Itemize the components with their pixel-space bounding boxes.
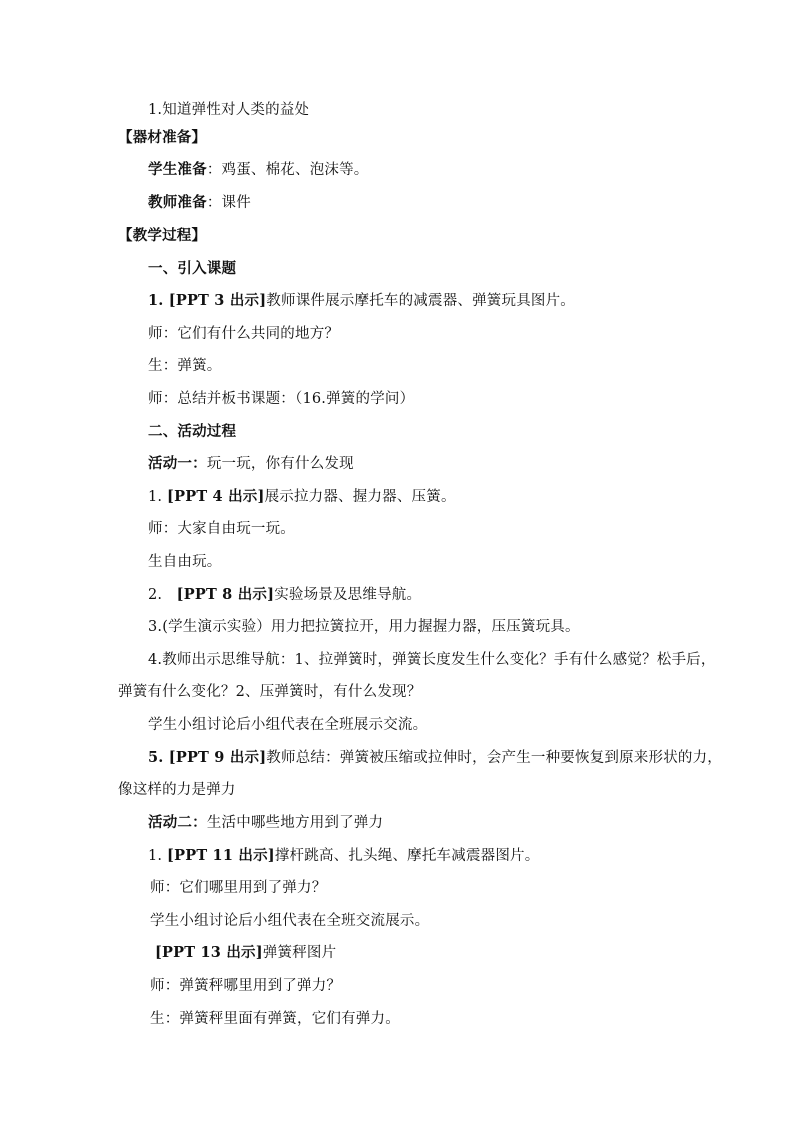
- p1-ref: 1. [PPT 3 出示]: [148, 292, 267, 309]
- a1-8-ref: 5. [PPT 9 出示]: [148, 749, 267, 766]
- p4-line: 师：总结并板书课题：（16.弹簧的学问）: [148, 391, 415, 407]
- activity2-text: 生活中哪些地方用到了弹力: [206, 815, 384, 831]
- a1-4-num: 2.: [148, 587, 177, 603]
- a1-6-line-1: 4.教师出示思维导航：1、拉弹簧时，弹簧长度发生什么变化？手有什么感觉？松手后，: [148, 652, 716, 668]
- a2-1-text: 撑杆跳高、扎头绳、摩托车减震器图片。: [274, 848, 540, 864]
- a2-4-ref: [PPT 13 出示]: [155, 944, 263, 961]
- a2-1-ref: [PPT 11 出示]: [167, 847, 275, 864]
- a1-1-ref: [PPT 4 出示]: [167, 488, 265, 505]
- a2-3-line: 学生小组讨论后小组代表在全班交流展示。: [150, 913, 430, 929]
- a2-4-text: 弹簧秤图片: [262, 945, 337, 961]
- a2-4-line: [155, 943, 336, 963]
- teacher-prep-text: ：课件: [206, 195, 251, 211]
- teacher-prep-line: [148, 193, 251, 213]
- p1-line: [148, 291, 575, 311]
- activity1-text: 玩一玩，你有什么发现: [206, 456, 354, 472]
- p2-line: 师：它们有什么共同的地方？: [148, 326, 340, 342]
- student-prep-text: ：鸡蛋、棉花、泡沫等。: [206, 162, 369, 178]
- a1-1-line: [148, 487, 456, 507]
- activity1-label: 活动一：: [148, 455, 207, 472]
- a1-7-line: 学生小组讨论后小组代表在全班展示交流。: [148, 717, 428, 733]
- goal-item: 1.知道弹性对人类的益处: [148, 102, 310, 118]
- a1-8-line-1: [148, 748, 722, 768]
- a1-8-text: 教师总结：弹簧被压缩或拉伸时，会产生一种要恢复到原来形状的力，: [266, 750, 722, 766]
- teacher-prep-label: 教师准备: [148, 194, 207, 211]
- section-process-heading: 【教学过程】: [118, 227, 207, 244]
- a2-2-line: 师：它们哪里用到了弹力？: [150, 880, 327, 896]
- activity2-label: 活动二：: [148, 814, 207, 831]
- a1-4-line: [148, 585, 421, 605]
- student-prep-line: [148, 160, 369, 180]
- a1-1-text: 展示拉力器、握力器、压簧。: [264, 489, 456, 505]
- a1-4-ref: [PPT 8 出示]: [176, 586, 275, 603]
- a2-6-line: 生：弹簧秤里面有弹簧，它们有弹力。: [150, 1011, 400, 1027]
- a1-5-line: 3.(学生演示实验）用力把拉簧拉开，用力握握力器，压压簧玩具。: [148, 619, 580, 635]
- p3-line: 生：弹簧。: [148, 358, 222, 374]
- a2-5-line: 师：弹簧秤哪里用到了弹力？: [150, 978, 342, 994]
- activity2-line: [148, 813, 383, 833]
- a1-2-line: 师：大家自由玩一玩。: [148, 521, 295, 537]
- a1-4-text: 实验场景及思维导航。: [274, 587, 422, 603]
- part2-title: 二、活动过程: [148, 423, 237, 440]
- a1-1-num: 1.: [148, 489, 168, 505]
- part1-title: 一、引入课题: [148, 260, 237, 277]
- a1-8-line-2: 像这样的力是弹力: [118, 782, 236, 798]
- a2-1-num: 1.: [148, 848, 168, 864]
- a1-3-line: 生自由玩。: [148, 554, 222, 570]
- p1-text: 教师课件展示摩托车的减震器、弹簧玩具图片。: [266, 293, 575, 309]
- student-prep-label: 学生准备: [148, 161, 207, 178]
- activity1-line: [148, 454, 354, 474]
- a2-1-line: [148, 846, 539, 866]
- section-materials-heading: 【器材准备】: [118, 129, 207, 146]
- a1-6-line-2: 弹簧有什么变化？2、压弹簧时，有什么发现？: [118, 684, 422, 700]
